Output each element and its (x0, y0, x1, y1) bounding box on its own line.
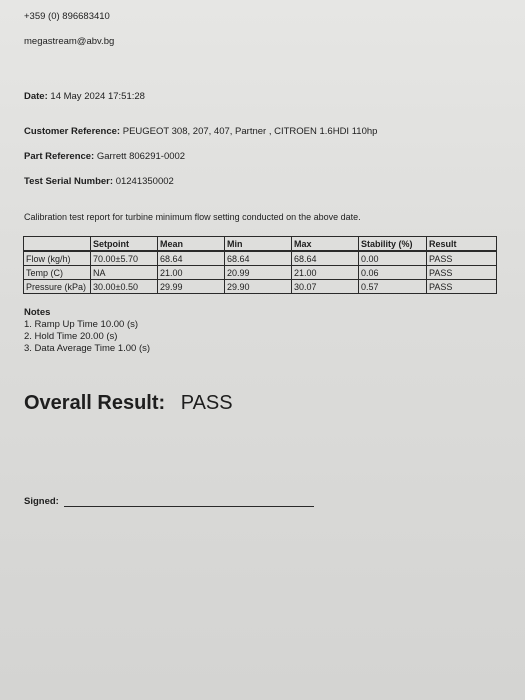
note-item: 3. Data Average Time 1.00 (s) (24, 343, 151, 354)
part-reference-label: Part Reference: (24, 151, 95, 162)
customer-reference-line (24, 126, 377, 137)
table-cell: 30.00±0.50 (91, 280, 158, 294)
table-cell: Temp (C) (24, 266, 91, 280)
header-cell: Max (292, 237, 359, 252)
overall-result (24, 392, 233, 415)
table-row (24, 280, 497, 294)
table-cell: 21.00 (158, 266, 225, 280)
signed-label: Signed: (24, 496, 59, 507)
table-cell: 68.64 (158, 251, 225, 266)
header-cell: Setpoint (91, 237, 158, 252)
note-item: 2. Hold Time 20.00 (s) (24, 331, 118, 342)
contact-email: megastream@abv.bg (24, 36, 115, 47)
part-reference-value: Garrett 806291-0002 (96, 151, 186, 162)
signature-line (64, 506, 314, 507)
test-serial-label: Test Serial Number: (24, 176, 114, 187)
table-cell: Flow (kg/h) (24, 251, 91, 266)
part-reference-line (24, 151, 185, 162)
table-cell: 70.00±5.70 (91, 251, 158, 266)
date-line (24, 91, 145, 102)
table-cell: 0.00 (359, 251, 427, 266)
report-description: Calibration test report for turbine minimum flow setting conducted on the above date. (24, 212, 361, 222)
date-label: Date: (24, 91, 48, 102)
header-cell (24, 237, 91, 252)
overall-result-label: Overall Result: (24, 392, 166, 414)
date-value: 14 May 2024 17:51:28 (50, 91, 145, 102)
table-cell: PASS (427, 251, 497, 266)
table-cell: 0.06 (359, 266, 427, 280)
header-cell: Mean (158, 237, 225, 252)
table-cell: NA (91, 266, 158, 280)
header-cell: Result (427, 237, 497, 252)
calibration-table (23, 236, 497, 294)
test-serial-value: 01241350002 (115, 176, 174, 187)
customer-reference-value: PEUGEOT 308, 207, 407, Partner , CITROEN 1.6HDI 110hp (122, 126, 378, 137)
test-serial-line (24, 176, 174, 187)
table-cell: 0.57 (359, 280, 427, 294)
table-cell: 30.07 (292, 280, 359, 294)
table-row (24, 266, 497, 280)
table-row (24, 251, 497, 266)
table-cell: 29.99 (158, 280, 225, 294)
table-cell: 20.99 (225, 266, 292, 280)
table-cell: 29.90 (225, 280, 292, 294)
table-cell: 68.64 (225, 251, 292, 266)
header-cell: Stability (%) (359, 237, 427, 252)
table-cell: 68.64 (292, 251, 359, 266)
overall-result-value: PASS (180, 392, 233, 414)
table-header-row (24, 237, 497, 252)
table-cell: PASS (427, 280, 497, 294)
note-item: 1. Ramp Up Time 10.00 (s) (24, 319, 139, 330)
table-cell: PASS (427, 266, 497, 280)
table-cell: Pressure (kPa) (24, 280, 91, 294)
header-cell: Min (225, 237, 292, 252)
customer-reference-label: Customer Reference: (24, 126, 121, 137)
table-cell: 21.00 (292, 266, 359, 280)
contact-phone: +359 (0) 896683410 (24, 11, 110, 22)
notes-title: Notes (24, 307, 51, 318)
